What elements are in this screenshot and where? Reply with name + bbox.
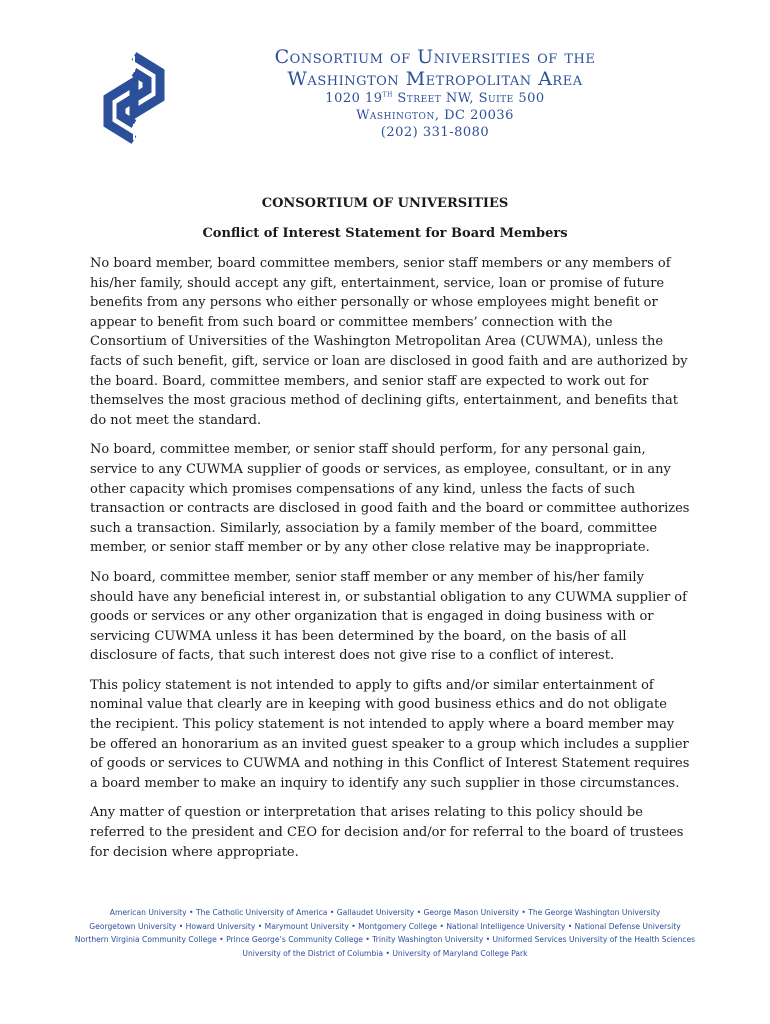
city-state-zip: Washington, DC 20036	[356, 108, 514, 123]
address-number: 1020 19	[325, 91, 383, 106]
address-ordinal: th	[382, 89, 393, 99]
interlocking-chain-logo-icon	[98, 50, 170, 146]
paragraph: No board, committee member, or senior staff should perform, for any personal gain, service to any CUWMA supplier of goods or services, as employee, consultant, or in any other capacity which promises compensations of any kind, unless the facts of such transaction or contracts are disclosed in good faith and the board or committee authorizes such a transaction. Similarly, association by a family member of the board, committee member, or senior staff member or by any other close relative may be inappropriate.	[90, 442, 690, 556]
document-body	[90, 254, 690, 872]
phone-number: (202) 331-8080	[380, 125, 490, 140]
org-name-line-2: Washington Metropolitan Area	[287, 68, 583, 90]
member-universities-footer	[0, 906, 770, 960]
document-heading: CONSORTIUM OF UNIVERSITIES	[261, 196, 509, 211]
footer-line: American University • The Catholic University of America • Gallaudet University • George Mason University • The George Washington University	[109, 908, 661, 917]
organization-block	[190, 46, 680, 141]
letterhead	[0, 0, 770, 150]
footer-line: Georgetown University • Howard University • Marymount University • Montgomery College • National Intelligence University • National Defense University	[89, 921, 681, 931]
paragraph: No board member, board committee members, senior staff members or any members of his/her family, should accept any gift, entertainment, service, loan or promise of future benefits from any persons who either personally or whose employees might benefit or appear to benefit from such board or committee members’ connection with the Consortium of Universities of the Washington Metropolitan Area (CUWMA), unless the facts of such benefit, gift, service or loan are disclosed in good faith and are authorized by the board. Board, committee members, and senior staff are expected to work out for themselves the most gracious method of declining gifts, entertainment, and benefits that do not meet the standard.	[90, 256, 688, 428]
paragraph: No board, committee member, senior staff member or any member of his/her family should have any beneficial interest in, or substantial obligation to any CUWMA supplier of goods or services or any other organization that is engaged in doing business with or servicing CUWMA unless it has been determined by the board, on the basis of all disclosure of facts, that such interest does not give rise to a conflict of interest.	[90, 569, 687, 664]
paragraph: This policy statement is not intended to apply to gifts and/or similar entertainment of nominal value that clearly are in keeping with good business ethics and do not obligate the recipient. This policy statement is not intended to apply where a board member may be offered an honorarium as an invited guest speaker to a group which includes a supplier of goods or services to CUWMA and nothing in this Conflict of Interest Statement requires a board member to make an inquiry to identify any such supplier in those circumstances.	[90, 677, 690, 791]
footer-line: University of the District of Columbia • University of Maryland College Park	[242, 948, 528, 958]
footer-line: Northern Virginia Community College • Prince George’s Community College • Trinity Washington University • Uniformed Services University of the Health Sciences	[74, 935, 696, 944]
address-street: Street NW, Suite 500	[392, 91, 545, 106]
document-title: Conflict of Interest Statement for Board Members	[202, 226, 568, 241]
paragraph: Any matter of question or interpretation that arises relating to this policy should be referred to the president and CEO for decision and/or for referral to the board of trustees for decision where appropriate.	[90, 805, 684, 860]
street-address	[190, 90, 680, 107]
org-name-line-1: Consortium of Universities of the	[274, 46, 596, 68]
